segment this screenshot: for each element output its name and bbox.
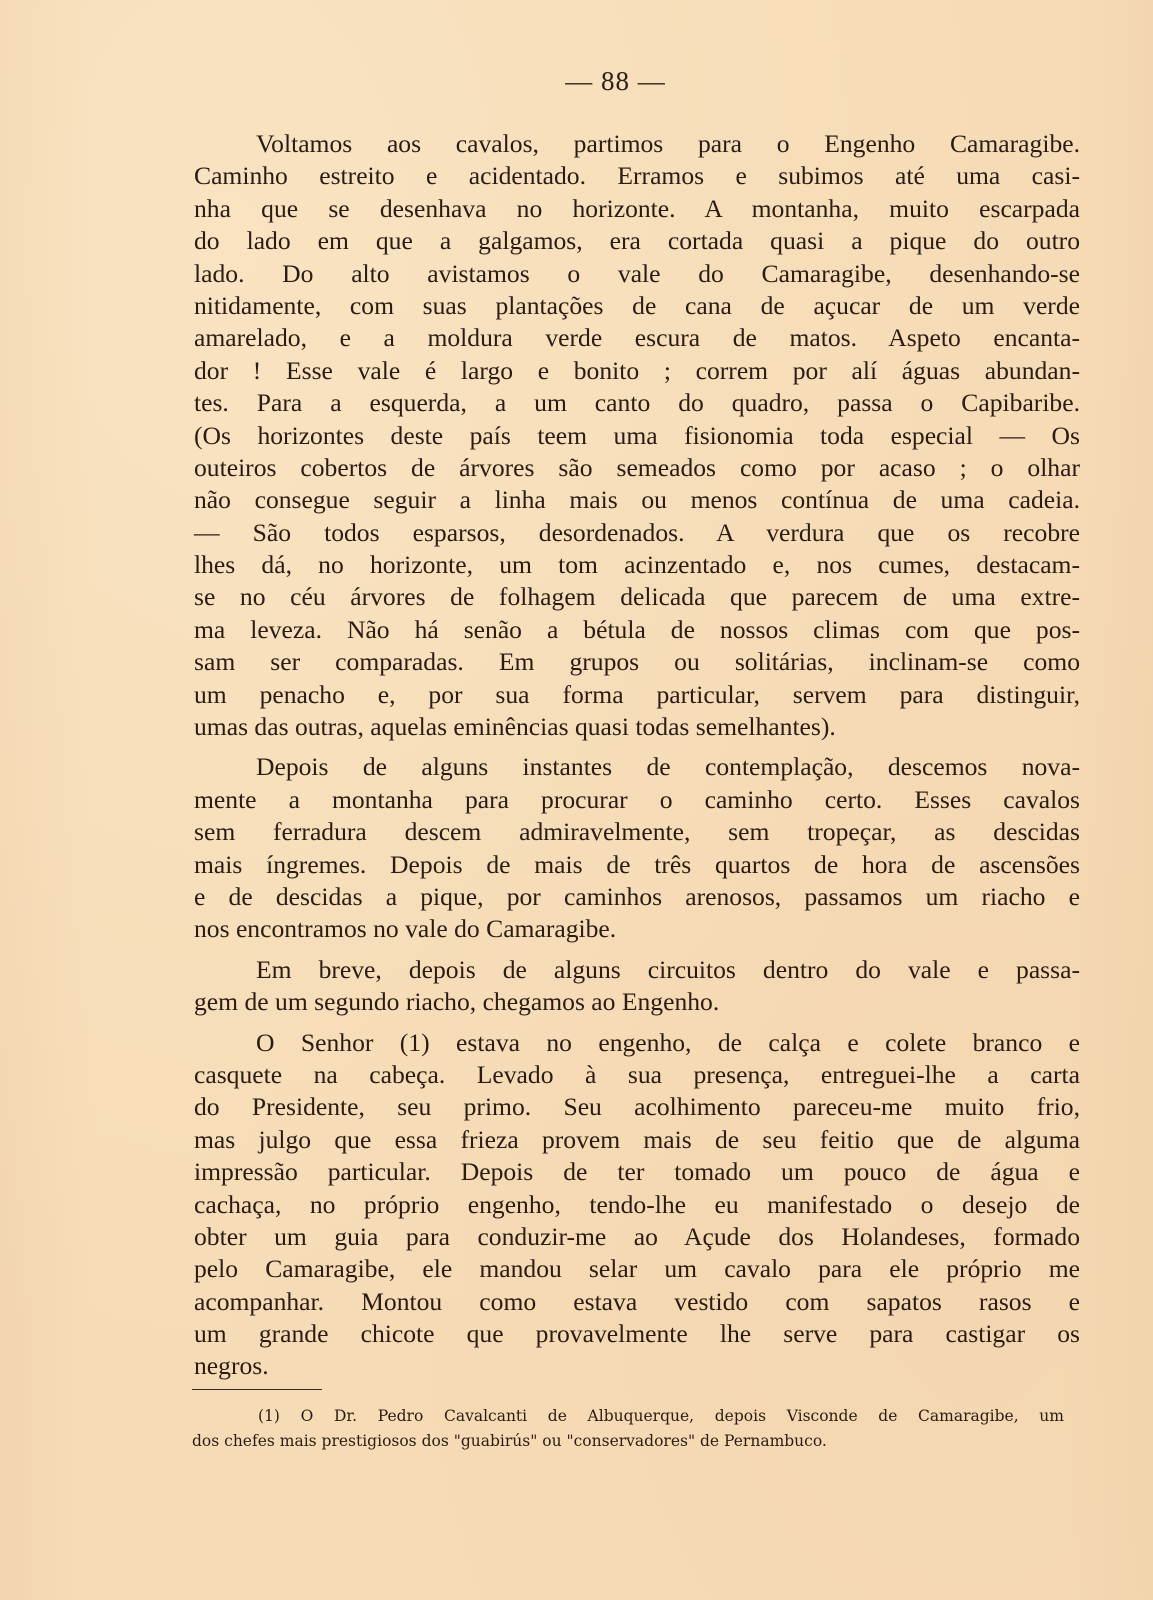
text-line: sem ferradura descem admiravelmente, sem tropeçar, as descidas bbox=[194, 817, 1080, 847]
text-line: Em breve, depois de alguns circuitos dentro do vale e passa- bbox=[256, 954, 1080, 984]
text-line: um penacho e, por sua forma particular, servem para distinguir, bbox=[194, 679, 1080, 709]
text-line: do lado em que a galgamos, era cortada quasi a pique do outro bbox=[194, 226, 1080, 256]
body-text bbox=[194, 128, 1080, 1391]
page-number: — 88 — bbox=[565, 66, 666, 96]
footnote-divider bbox=[192, 1389, 322, 1390]
footnote bbox=[192, 1404, 1064, 1454]
paragraph-2 bbox=[194, 751, 1080, 945]
text-line: impressão particular. Depois de ter tomado um pouco de água e bbox=[194, 1157, 1080, 1187]
text-line: ma leveza. Não há senão a bétula de nossos climas com que pos- bbox=[194, 614, 1080, 644]
text-line: O Senhor (1) estava no engenho, de calça e colete branco e bbox=[256, 1027, 1080, 1057]
text-line: nha que se desenhava no horizonte. A montanha, muito escarpada bbox=[194, 193, 1080, 223]
text-line: lado. Do alto avistamos o vale do Camaragibe, desenhando-se bbox=[194, 258, 1080, 288]
text-line: gem de um segundo riacho, chegamos ao Engenho. bbox=[194, 987, 720, 1017]
text-line: casquete na cabeça. Levado à sua presença, entreguei-lhe a carta bbox=[194, 1059, 1080, 1089]
text-line: um grande chicote que provavelmente lhe serve para castigar os bbox=[194, 1319, 1080, 1349]
text-line: Depois de alguns instantes de contemplação, descemos nova- bbox=[256, 752, 1080, 782]
paragraph-3 bbox=[194, 954, 1080, 1019]
paragraph-4 bbox=[194, 1027, 1080, 1383]
text-line: mas julgo que essa frieza provem mais de seu feitio que de alguma bbox=[194, 1124, 1080, 1154]
text-line: obter um guia para conduzir-me ao Açude dos Holandeses, formado bbox=[194, 1221, 1080, 1251]
text-line: Voltamos aos cavalos, partimos para o Engenho Camaragibe. bbox=[256, 129, 1080, 158]
text-line: sam ser comparadas. Em grupos ou solitárias, inclinam-se como bbox=[194, 647, 1080, 677]
text-line: lhes dá, no horizonte, um tom acinzentado e, nos cumes, destacam- bbox=[194, 550, 1080, 580]
text-line: e de descidas a pique, por caminhos arenosos, passamos um riacho e bbox=[194, 881, 1080, 911]
text-line: do Presidente, seu primo. Seu acolhimento pareceu-me muito frio, bbox=[194, 1092, 1080, 1122]
text-line: amarelado, e a moldura verde escura de matos. Aspeto encanta- bbox=[194, 323, 1080, 353]
text-line: nos encontramos no vale do Camaragibe. bbox=[194, 914, 617, 944]
text-line: nitidamente, com suas plantações de cana de açucar de um verde bbox=[194, 290, 1080, 320]
paragraph-1 bbox=[194, 128, 1080, 743]
text-line: dor ! Esse vale é largo e bonito ; correm por alí águas abundan- bbox=[194, 355, 1080, 385]
text-line: acompanhar. Montou como estava vestido com sapatos rasos e bbox=[194, 1286, 1080, 1316]
text-line: mente a montanha para procurar o caminho certo. Esses cavalos bbox=[194, 784, 1080, 814]
text-line: mais íngremes. Depois de mais de três quartos de hora de ascensões bbox=[194, 849, 1080, 879]
text-line: tes. Para a esquerda, a um canto do quadro, passa o Capibaribe. bbox=[194, 388, 1080, 418]
text-line: não consegue seguir a linha mais ou menos contínua de uma cadeia. bbox=[194, 485, 1080, 515]
text-line: (Os horizontes deste país teem uma fisionomia toda especial — Os bbox=[194, 420, 1080, 450]
text-line: outeiros cobertos de árvores são semeados como por acaso ; o olhar bbox=[194, 452, 1080, 482]
text-line: cachaça, no próprio engenho, tendo-lhe eu manifestado o desejo de bbox=[194, 1189, 1080, 1219]
text-line: — São todos esparsos, desordenados. A verdura que os recobre bbox=[194, 517, 1080, 547]
text-line: se no céu árvores de folhagem delicada que parecem de uma extre- bbox=[194, 582, 1080, 612]
footnote-line: (1) O Dr. Pedro Cavalcanti de Albuquerque, depois Visconde de Camaragibe, um bbox=[258, 1407, 1064, 1425]
footnote-line: dos chefes mais prestigiosos dos "guabirús" ou "conservadores" de Pernambuco. bbox=[192, 1432, 827, 1450]
text-line: Caminho estreito e acidentado. Erramos e subimos até uma casi- bbox=[194, 161, 1080, 191]
text-line: umas das outras, aquelas eminências quasi todas semelhantes). bbox=[194, 712, 836, 742]
text-line: pelo Camaragibe, ele mandou selar um cavalo para ele próprio me bbox=[194, 1254, 1080, 1284]
text-line: negros. bbox=[194, 1351, 269, 1381]
